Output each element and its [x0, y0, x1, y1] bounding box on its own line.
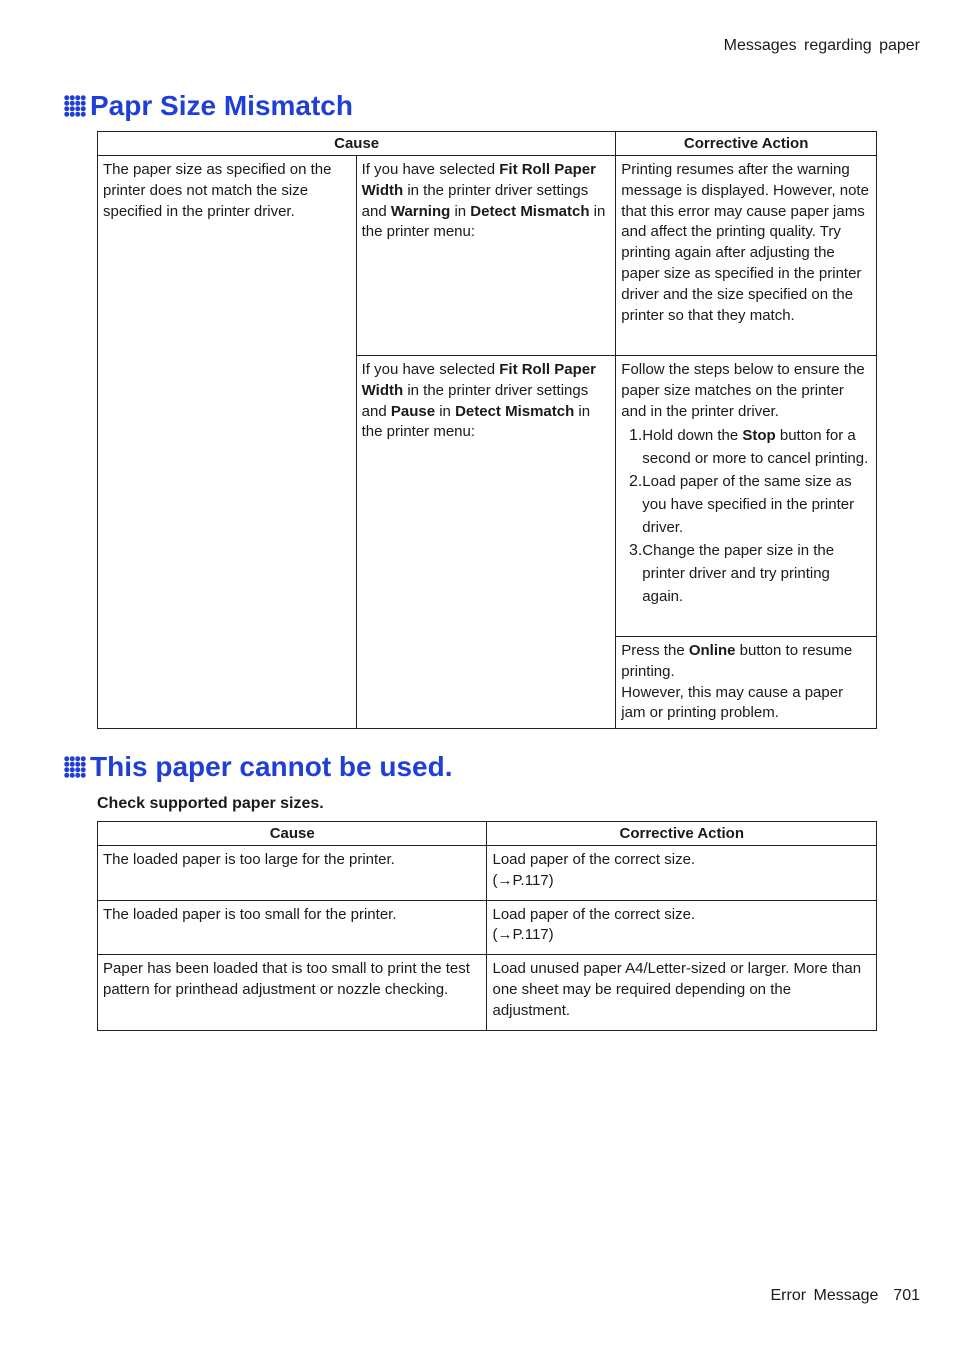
action-pause-online: Press the Online button to resume printing. However, this may cause a paper jam or printing problem.	[616, 637, 877, 729]
cause-cell: Paper has been loaded that is too small to print the test pattern for printhead adjustment or nozzle checking.	[98, 955, 487, 1030]
header-corrective-action: Corrective Action	[487, 822, 877, 846]
section-title-paper-cannot-be-used	[64, 750, 453, 784]
header-cause: Cause	[98, 822, 487, 846]
action-pause-intro: Follow the steps below to ensure the paper size matches on the printer and in the printer driver.	[621, 361, 865, 420]
subheading: Check supported paper sizes.	[97, 795, 324, 812]
list-item: 3. Change the paper size in the printer driver and try printing again.	[628, 542, 835, 606]
section-title-paper-size-mismatch	[64, 89, 353, 123]
paper-cannot-be-used-table	[97, 821, 877, 1031]
steps-list	[621, 424, 871, 608]
action-cell: Load paper of the correct size. (→P.117)	[487, 846, 877, 901]
table-row	[98, 846, 877, 901]
cause-cell: The loaded paper is too small for the printer.	[98, 900, 487, 955]
action-cell: Load unused paper A4/Letter-sized or larger. More than one sheet may be required depending on the adjustment.	[487, 955, 877, 1030]
list-item: 1. Hold down the Stop button for a second or more to cancel printing.	[628, 427, 869, 468]
table-row	[98, 955, 877, 1030]
footer-section-label: Error Message	[770, 1287, 879, 1304]
condition-pause: If you have selected Fit Roll Paper Width in the printer driver settings and Pause in Detect Mismatch in the printer menu:	[356, 356, 616, 729]
table-row	[98, 900, 877, 955]
action-cell: Load paper of the correct size. (→P.117)	[487, 900, 877, 955]
cause-main: The paper size as specified on the printer does not match the size specified in the printer driver.	[98, 156, 357, 729]
paper-size-mismatch-table	[97, 131, 877, 729]
page-reference-link[interactable]: (→P.117)	[492, 871, 554, 889]
running-header: Messages regarding paper	[723, 37, 920, 54]
header-corrective-action: Corrective Action	[616, 132, 877, 156]
condition-warning: If you have selected Fit Roll Paper Width in the printer driver settings and Warning in Detect Mismatch in the printer menu:	[356, 156, 616, 356]
section-title-text: Papr Size Mismatch	[90, 90, 353, 121]
list-item: 2. Load paper of the same size as you have specified in the printer driver.	[628, 473, 855, 537]
cause-cell: The loaded paper is too large for the printer.	[98, 846, 487, 901]
page-reference-link[interactable]: (→P.117)	[492, 926, 554, 944]
section-title-text: This paper cannot be used.	[90, 751, 453, 782]
page-number: 701	[893, 1287, 920, 1304]
page-footer	[770, 1287, 920, 1305]
grid-icon	[64, 95, 86, 117]
grid-icon	[64, 756, 86, 778]
action-warning: Printing resumes after the warning message is displayed. However, note that this error may cause paper jams and affect the printing quality. Try printing again after adjusting the paper size as specified in the printer driver and the size specified on the printer so that they match.	[616, 156, 877, 356]
action-pause-steps	[616, 356, 877, 637]
header-cause: Cause	[98, 132, 616, 156]
